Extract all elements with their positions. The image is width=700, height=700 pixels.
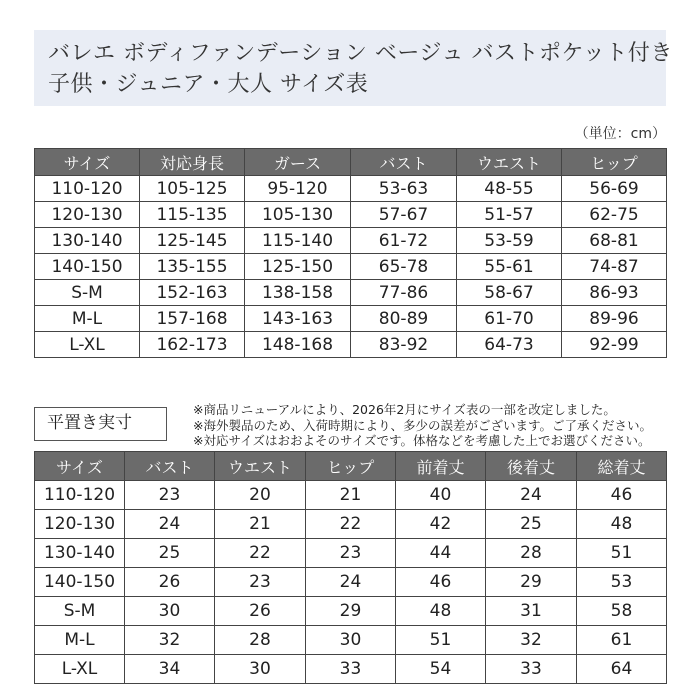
size-table-cell: 62-75 (562, 202, 667, 228)
size-table-cell: 105-130 (245, 202, 351, 228)
flat-table-cell: 26 (215, 597, 306, 626)
flat-table-header-row (35, 452, 667, 481)
flat-table-header-cell: 後着丈 (486, 452, 577, 481)
size-table-header-cell: 対応身長 (140, 149, 245, 176)
size-table-cell: 105-125 (140, 176, 245, 202)
size-table-cell: 68-81 (562, 228, 667, 254)
title-box (34, 30, 673, 106)
size-table-cell: M-L (35, 306, 140, 332)
table-row (35, 332, 667, 358)
flat-table-cell: 61 (577, 626, 667, 655)
notes (193, 402, 652, 449)
flat-table-cell: 46 (577, 481, 667, 510)
flat-table-cell: 29 (306, 597, 396, 626)
flat-measurement-table (34, 451, 667, 684)
size-table-cell: 110-120 (35, 176, 140, 202)
flat-table-cell: 30 (125, 597, 215, 626)
size-table-cell: 77-86 (351, 280, 457, 306)
size-table-cell: 143-163 (245, 306, 351, 332)
table-row (35, 280, 667, 306)
flat-table-cell: 31 (486, 597, 577, 626)
size-table-cell: 115-140 (245, 228, 351, 254)
flat-table-cell: 22 (215, 539, 306, 568)
title-line-2: 子供・ジュニア・大人 サイズ表 (48, 72, 369, 97)
flat-table-cell: 32 (486, 626, 577, 655)
flat-table-cell: 51 (577, 539, 667, 568)
size-table-cell: 92-99 (562, 332, 667, 358)
size-table-cell: 51-57 (457, 202, 562, 228)
size-table-cell: 95-120 (245, 176, 351, 202)
size-table-header-cell: ウエスト (457, 149, 562, 176)
size-table-header-row (35, 149, 667, 176)
flat-table-header-cell: サイズ (35, 452, 125, 481)
size-table-cell: 61-72 (351, 228, 457, 254)
size-table-cell: 125-150 (245, 254, 351, 280)
flat-table-cell: 30 (215, 655, 306, 684)
table-row (35, 539, 667, 568)
flat-table-cell: 24 (125, 510, 215, 539)
table-row (35, 597, 667, 626)
note-line: ※対応サイズはおおよそのサイズです。体格などを考慮した上でお選びください。 (193, 433, 651, 448)
flat-table-header-cell: ヒップ (306, 452, 396, 481)
flat-table-cell: 32 (125, 626, 215, 655)
size-table-cell: 55-61 (457, 254, 562, 280)
size-table-cell: L-XL (35, 332, 140, 358)
size-table-cell: 138-158 (245, 280, 351, 306)
size-table-cell: 53-63 (351, 176, 457, 202)
flat-table-cell: 33 (306, 655, 396, 684)
size-table-cell: 80-89 (351, 306, 457, 332)
size-table-cell: 152-163 (140, 280, 245, 306)
size-table-cell: 157-168 (140, 306, 245, 332)
flat-measurement-label: 平置き実寸 (34, 407, 167, 441)
size-table-cell: 162-173 (140, 332, 245, 358)
flat-table-cell: 51 (396, 626, 486, 655)
flat-table-cell: 64 (577, 655, 667, 684)
flat-table-cell: 25 (486, 510, 577, 539)
size-table-cell: 56-69 (562, 176, 667, 202)
flat-table-cell: 23 (215, 568, 306, 597)
flat-table-cell: S-M (35, 597, 125, 626)
flat-table-cell: 130-140 (35, 539, 125, 568)
size-table-cell: 130-140 (35, 228, 140, 254)
table-row (35, 254, 667, 280)
table-row (35, 655, 667, 684)
size-table-cell: S-M (35, 280, 140, 306)
flat-table-cell: 42 (396, 510, 486, 539)
size-table-cell: 65-78 (351, 254, 457, 280)
size-table-cell: 148-168 (245, 332, 351, 358)
note-line: ※商品リニューアルにより、2026年2月にサイズ表の一部を改定しました。 (193, 402, 616, 417)
size-table-cell: 48-55 (457, 176, 562, 202)
flat-table-cell: 21 (306, 481, 396, 510)
flat-table-cell: 110-120 (35, 481, 125, 510)
table-row (35, 202, 667, 228)
size-table-cell: 115-135 (140, 202, 245, 228)
flat-table-cell: 28 (215, 626, 306, 655)
size-table-header-cell: サイズ (35, 149, 140, 176)
size-table-cell: 83-92 (351, 332, 457, 358)
size-table-cell: 58-67 (457, 280, 562, 306)
size-table-cell: 53-59 (457, 228, 562, 254)
size-table-cell: 74-87 (562, 254, 667, 280)
flat-table-cell: 46 (396, 568, 486, 597)
table-row (35, 306, 667, 332)
size-table-header-cell: バスト (351, 149, 457, 176)
flat-table-cell: 48 (396, 597, 486, 626)
flat-table-cell: 28 (486, 539, 577, 568)
size-table-header-cell: ヒップ (562, 149, 667, 176)
flat-table-header-cell: バスト (125, 452, 215, 481)
flat-table-cell: 20 (215, 481, 306, 510)
flat-table-cell: 24 (306, 568, 396, 597)
table-row (35, 568, 667, 597)
flat-table-header-cell: 前着丈 (396, 452, 486, 481)
flat-table-cell: 22 (306, 510, 396, 539)
size-table-cell: 86-93 (562, 280, 667, 306)
size-table-cell: 57-67 (351, 202, 457, 228)
flat-table-cell: 23 (125, 481, 215, 510)
table-row (35, 626, 667, 655)
flat-table-cell: 33 (486, 655, 577, 684)
flat-table-cell: 120-130 (35, 510, 125, 539)
size-table-cell: 120-130 (35, 202, 140, 228)
flat-table-cell: 34 (125, 655, 215, 684)
flat-table-cell: 24 (486, 481, 577, 510)
table-row (35, 510, 667, 539)
flat-table-cell: 23 (306, 539, 396, 568)
flat-table-cell: 29 (486, 568, 577, 597)
flat-table-cell: 30 (306, 626, 396, 655)
flat-table-header-cell: 総着丈 (577, 452, 667, 481)
flat-table-cell: 21 (215, 510, 306, 539)
table-row (35, 481, 667, 510)
table-row (35, 176, 667, 202)
size-table-cell: 140-150 (35, 254, 140, 280)
size-table-header-cell: ガース (245, 149, 351, 176)
flat-table-cell: L-XL (35, 655, 125, 684)
title-line-1: バレエ ボディファンデーション ベージュ バストポケット付き (48, 41, 673, 66)
size-table-cell: 125-145 (140, 228, 245, 254)
flat-table-cell: 140-150 (35, 568, 125, 597)
size-table-body (35, 176, 667, 358)
flat-table-cell: 40 (396, 481, 486, 510)
flat-table-cell: 53 (577, 568, 667, 597)
flat-table-cell: 58 (577, 597, 667, 626)
size-table-cell: 89-96 (562, 306, 667, 332)
flat-table-cell: 54 (396, 655, 486, 684)
flat-table-body (35, 481, 667, 684)
size-table-cell: 61-70 (457, 306, 562, 332)
flat-table-header-cell: ウエスト (215, 452, 306, 481)
flat-table-cell: 44 (396, 539, 486, 568)
size-table-cell: 64-73 (457, 332, 562, 358)
flat-table-cell: 25 (125, 539, 215, 568)
flat-table-cell: 26 (125, 568, 215, 597)
size-table (34, 148, 667, 358)
note-line: ※海外製品のため、入荷時期により、多少の誤差がございます。ご了承ください。 (193, 417, 652, 433)
table-row (35, 228, 667, 254)
unit-note: （単位：cm） (574, 126, 666, 142)
size-table-cell: 135-155 (140, 254, 245, 280)
flat-table-cell: 48 (577, 510, 667, 539)
flat-table-cell: M-L (35, 626, 125, 655)
